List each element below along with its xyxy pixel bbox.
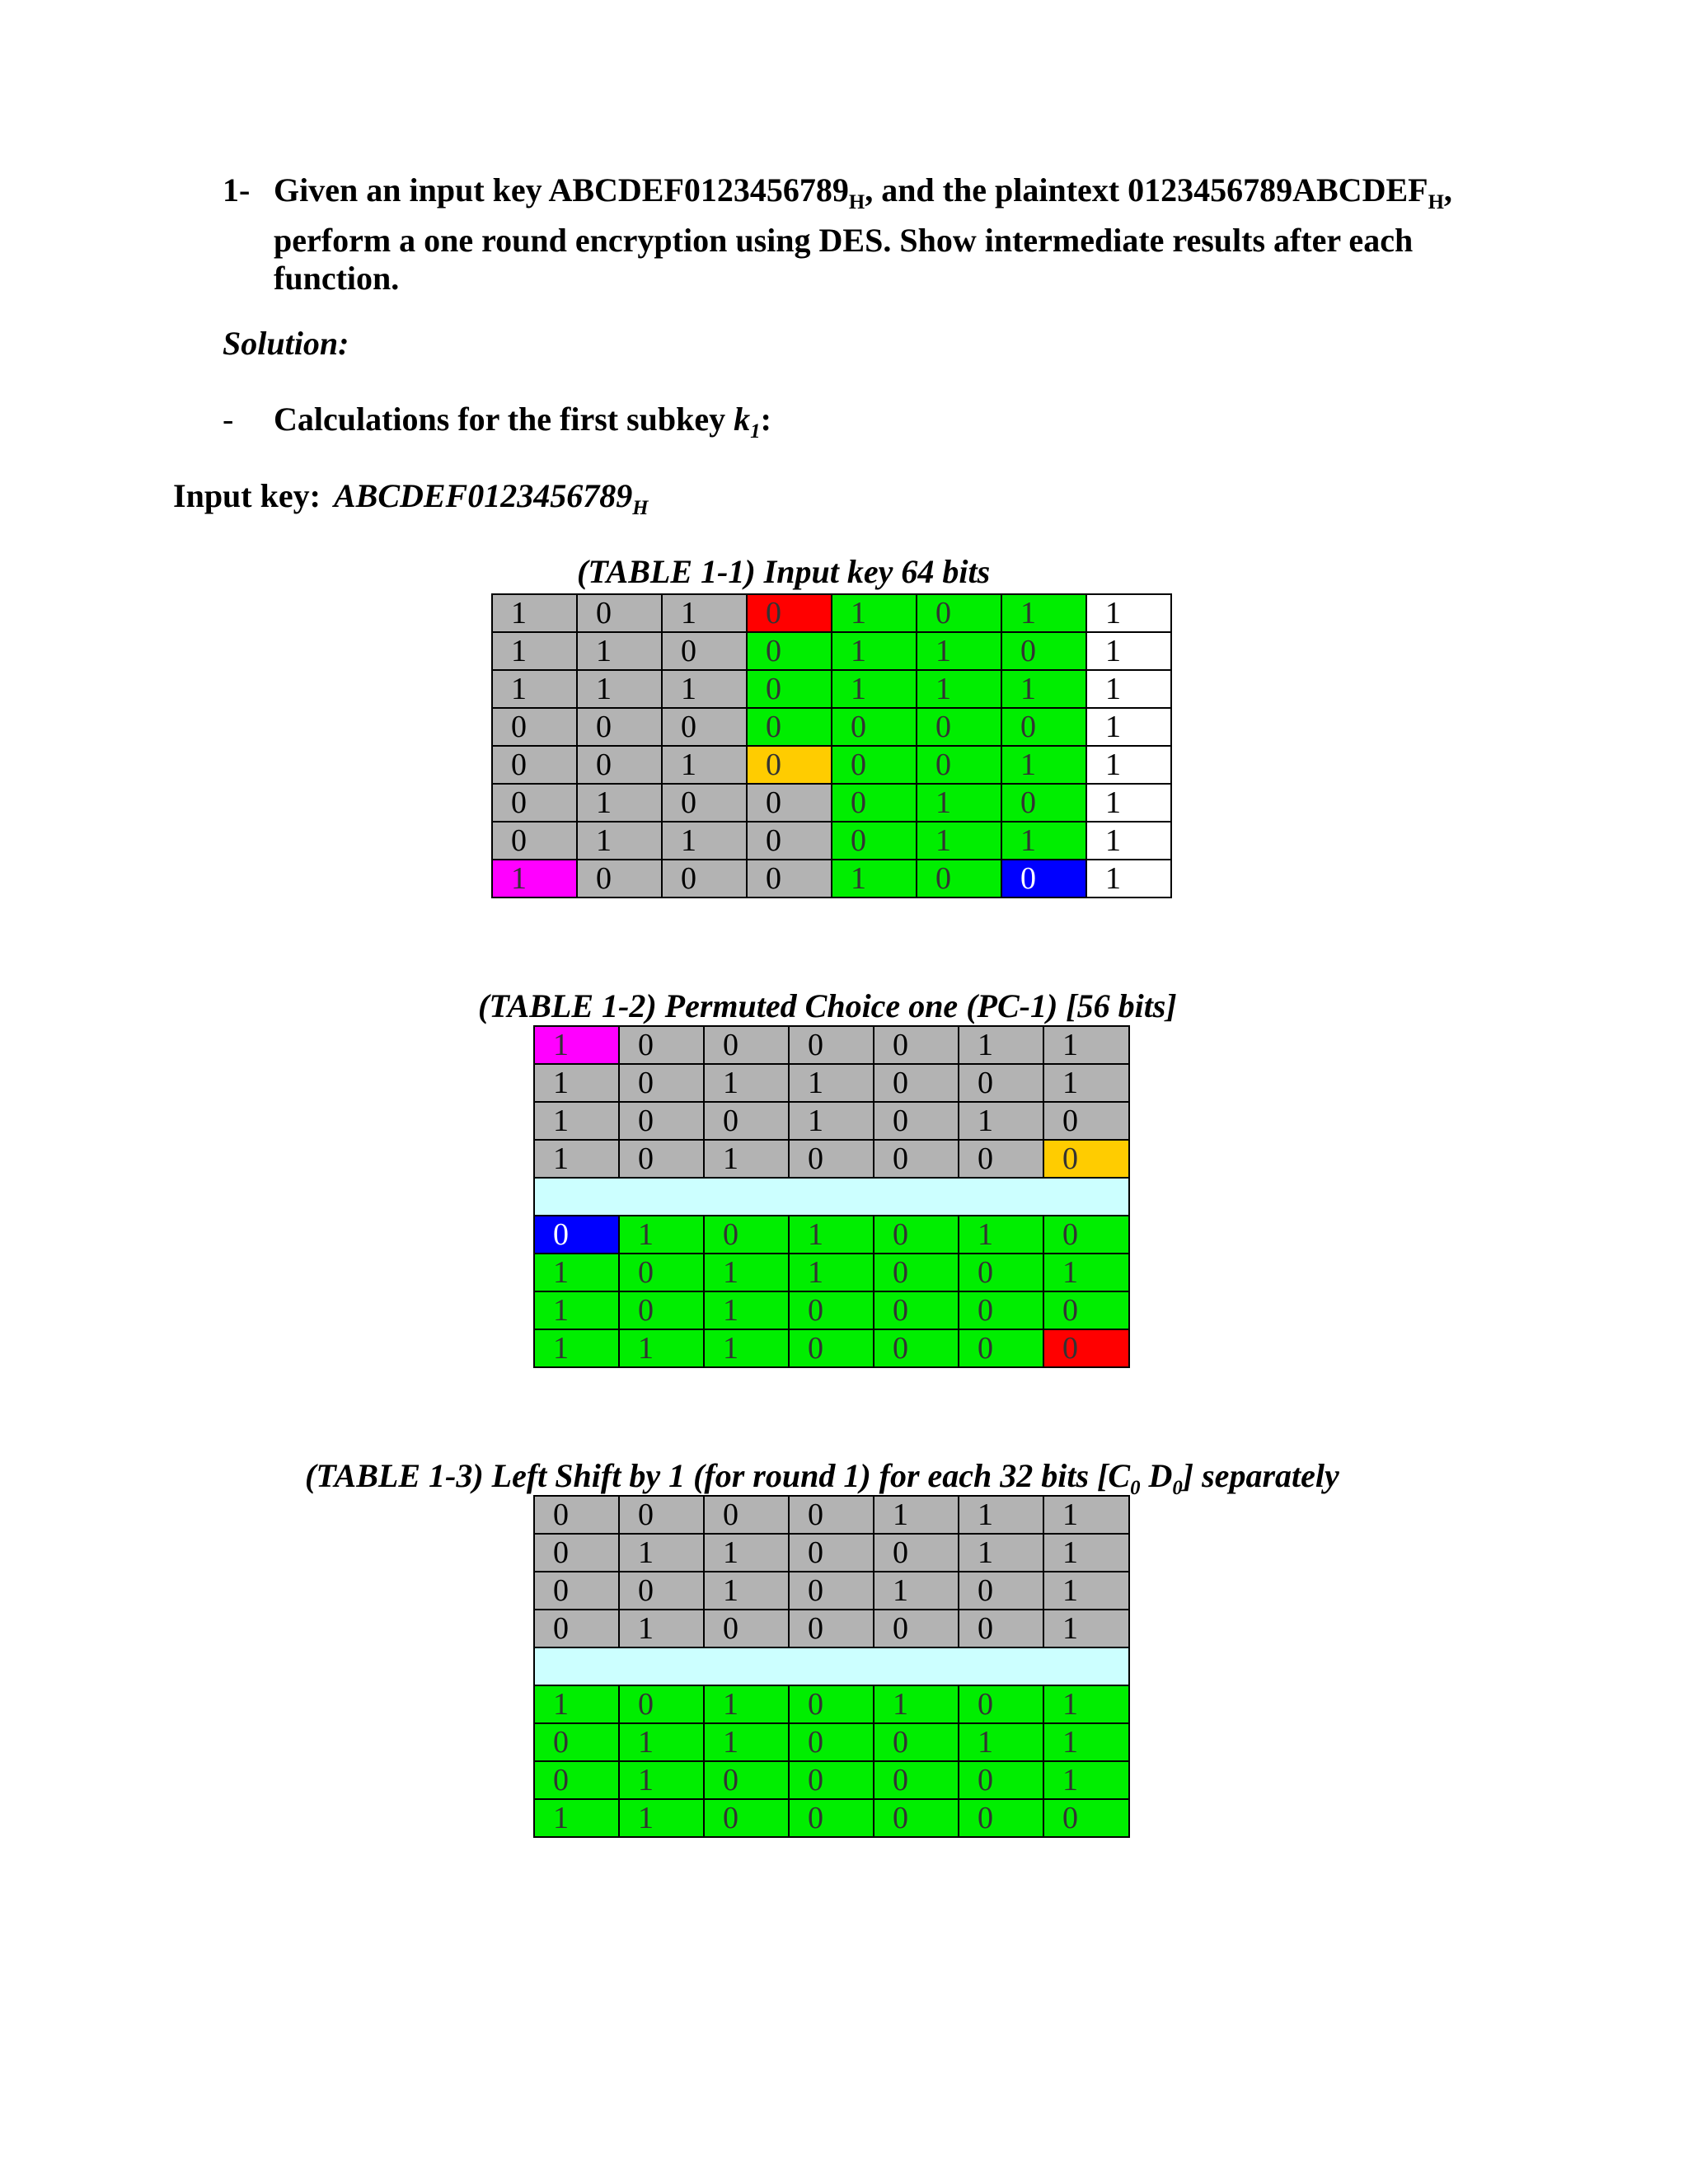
bit-cell: 0 bbox=[1043, 1140, 1129, 1178]
bit-cell: 1 bbox=[789, 1216, 874, 1254]
bit-cell: 1 bbox=[534, 1329, 619, 1367]
bit-cell: 0 bbox=[832, 784, 917, 822]
bit-cell: 0 bbox=[874, 1799, 959, 1837]
bit-row bbox=[492, 860, 1171, 898]
bit-cell: 1 bbox=[1043, 1064, 1129, 1102]
bit-cell: 0 bbox=[662, 632, 747, 670]
bit-cell: 1 bbox=[662, 594, 747, 632]
bit-cell: 0 bbox=[534, 1216, 619, 1254]
input-key-value bbox=[333, 477, 649, 519]
table-1-2 bbox=[533, 1025, 1130, 1368]
bit-cell: 0 bbox=[959, 1799, 1043, 1837]
bit-row bbox=[534, 1799, 1129, 1837]
bit-cell: 0 bbox=[874, 1140, 959, 1178]
question-text bbox=[274, 171, 1508, 298]
bit-cell: 0 bbox=[789, 1799, 874, 1837]
bit-cell: 1 bbox=[1086, 860, 1171, 898]
c-d-separator bbox=[534, 1647, 1129, 1685]
caption-sub: 0 bbox=[1172, 1477, 1183, 1499]
bit-cell: 1 bbox=[959, 1723, 1043, 1761]
bit-cell: 0 bbox=[704, 1761, 789, 1799]
input-key-label: Input key: bbox=[173, 477, 321, 514]
bit-cell: 0 bbox=[577, 746, 662, 784]
bit-cell: 0 bbox=[534, 1761, 619, 1799]
bit-cell: 0 bbox=[619, 1064, 704, 1102]
bit-cell: 1 bbox=[577, 784, 662, 822]
bit-cell: 1 bbox=[917, 670, 1001, 708]
bit-cell: 0 bbox=[747, 632, 832, 670]
bit-cell: 0 bbox=[789, 1291, 874, 1329]
input-key-line bbox=[173, 476, 649, 520]
input-key-hex: ABCDEF0123456789 bbox=[333, 477, 633, 514]
bullet-colon: : bbox=[760, 401, 771, 438]
bit-cell: 1 bbox=[959, 1026, 1043, 1064]
bit-cell: 1 bbox=[917, 632, 1001, 670]
bit-row bbox=[534, 1761, 1129, 1799]
bit-cell: 1 bbox=[1043, 1496, 1129, 1534]
bit-cell: 1 bbox=[534, 1026, 619, 1064]
bit-cell: 0 bbox=[704, 1026, 789, 1064]
bit-cell: 1 bbox=[1086, 632, 1171, 670]
bit-cell: 1 bbox=[917, 822, 1001, 860]
bit-cell: 1 bbox=[534, 1799, 619, 1837]
bit-cell: 0 bbox=[959, 1329, 1043, 1367]
bit-cell: 0 bbox=[874, 1610, 959, 1647]
bit-cell: 0 bbox=[534, 1496, 619, 1534]
bit-cell: 1 bbox=[577, 670, 662, 708]
bit-cell: 0 bbox=[789, 1140, 874, 1178]
subkey-var-sub: 1 bbox=[750, 420, 761, 443]
bit-cell: 0 bbox=[1043, 1799, 1129, 1837]
bit-cell: 0 bbox=[534, 1534, 619, 1572]
question-text-part: , perform a one round encryption using DES. Show intermediate results after each function. bbox=[274, 171, 1452, 297]
bit-cell: 1 bbox=[1086, 784, 1171, 822]
bit-cell: 0 bbox=[747, 594, 832, 632]
bit-cell: 1 bbox=[832, 632, 917, 670]
bit-cell: 1 bbox=[534, 1140, 619, 1178]
table-1-2-caption: (TABLE 1-2) Permuted Choice one (PC-1) [56 bits] bbox=[478, 987, 1177, 1024]
bit-cell: 1 bbox=[619, 1216, 704, 1254]
bit-cell: 0 bbox=[959, 1610, 1043, 1647]
bit-row bbox=[534, 1534, 1129, 1572]
bit-cell: 1 bbox=[1086, 822, 1171, 860]
bit-cell: 1 bbox=[534, 1685, 619, 1723]
bit-cell: 0 bbox=[917, 708, 1001, 746]
bit-cell: 1 bbox=[534, 1102, 619, 1140]
bit-cell: 1 bbox=[1043, 1026, 1129, 1064]
key-subscript: H bbox=[848, 191, 865, 213]
bit-cell: 0 bbox=[917, 860, 1001, 898]
bullet-dash: - bbox=[223, 401, 234, 438]
bit-cell: 0 bbox=[917, 746, 1001, 784]
bit-cell: 0 bbox=[959, 1572, 1043, 1610]
bit-cell: 1 bbox=[1043, 1723, 1129, 1761]
bit-cell: 1 bbox=[619, 1329, 704, 1367]
bit-cell: 0 bbox=[577, 708, 662, 746]
bit-cell: 1 bbox=[704, 1140, 789, 1178]
bit-cell: 0 bbox=[874, 1064, 959, 1102]
caption-part: D bbox=[1140, 1457, 1173, 1494]
bit-cell: 1 bbox=[704, 1534, 789, 1572]
bit-cell: 0 bbox=[959, 1140, 1043, 1178]
bit-row bbox=[534, 1723, 1129, 1761]
bit-cell: 1 bbox=[534, 1254, 619, 1291]
bit-cell: 0 bbox=[789, 1534, 874, 1572]
bit-cell: 0 bbox=[747, 860, 832, 898]
bit-cell: 1 bbox=[492, 670, 577, 708]
bit-cell: 1 bbox=[619, 1610, 704, 1647]
bit-cell: 0 bbox=[662, 784, 747, 822]
bit-cell: 0 bbox=[832, 822, 917, 860]
bit-cell: 1 bbox=[874, 1496, 959, 1534]
bit-cell: 1 bbox=[1001, 594, 1086, 632]
bit-cell: 0 bbox=[959, 1685, 1043, 1723]
bit-row bbox=[534, 1572, 1129, 1610]
bit-cell: 1 bbox=[534, 1291, 619, 1329]
caption-sub: 0 bbox=[1130, 1477, 1141, 1499]
bit-cell: 0 bbox=[1001, 632, 1086, 670]
bit-cell: 0 bbox=[492, 784, 577, 822]
bit-cell: 0 bbox=[832, 746, 917, 784]
bit-row bbox=[534, 1254, 1129, 1291]
table-1-1 bbox=[491, 593, 1172, 898]
bit-cell: 0 bbox=[789, 1026, 874, 1064]
bit-cell: 0 bbox=[874, 1216, 959, 1254]
bit-cell: 1 bbox=[1043, 1610, 1129, 1647]
bit-cell: 1 bbox=[577, 822, 662, 860]
question bbox=[223, 171, 1508, 298]
bit-cell: 0 bbox=[577, 860, 662, 898]
bit-cell: 1 bbox=[534, 1064, 619, 1102]
bit-cell: 1 bbox=[619, 1723, 704, 1761]
bit-cell: 0 bbox=[534, 1723, 619, 1761]
bit-cell: 1 bbox=[1043, 1685, 1129, 1723]
bit-cell: 0 bbox=[959, 1291, 1043, 1329]
bit-cell: 0 bbox=[619, 1572, 704, 1610]
bit-cell: 0 bbox=[1043, 1216, 1129, 1254]
bit-cell: 1 bbox=[704, 1064, 789, 1102]
bit-row bbox=[534, 1216, 1129, 1254]
bit-cell: 0 bbox=[534, 1610, 619, 1647]
bit-row bbox=[534, 1685, 1129, 1723]
bit-cell: 0 bbox=[874, 1723, 959, 1761]
bit-cell: 1 bbox=[1086, 670, 1171, 708]
bit-cell: 0 bbox=[704, 1216, 789, 1254]
bit-row bbox=[534, 1026, 1129, 1064]
bit-cell: 0 bbox=[789, 1329, 874, 1367]
bit-row bbox=[492, 746, 1171, 784]
bit-cell: 0 bbox=[747, 784, 832, 822]
bit-cell: 0 bbox=[619, 1026, 704, 1064]
bit-cell: 1 bbox=[1043, 1254, 1129, 1291]
bit-cell: 0 bbox=[874, 1291, 959, 1329]
question-number: 1- bbox=[223, 171, 251, 209]
bit-cell: 0 bbox=[874, 1329, 959, 1367]
bit-cell: 1 bbox=[662, 822, 747, 860]
bit-cell: 1 bbox=[619, 1799, 704, 1837]
bit-cell: 1 bbox=[874, 1685, 959, 1723]
bit-cell: 1 bbox=[1043, 1534, 1129, 1572]
bit-cell: 1 bbox=[832, 594, 917, 632]
bit-row bbox=[492, 670, 1171, 708]
bit-cell: 1 bbox=[1043, 1572, 1129, 1610]
bit-cell: 0 bbox=[1043, 1329, 1129, 1367]
bit-row bbox=[534, 1329, 1129, 1367]
bit-cell: 1 bbox=[1001, 822, 1086, 860]
bit-cell: 1 bbox=[1001, 670, 1086, 708]
bit-cell: 1 bbox=[704, 1291, 789, 1329]
bit-cell: 1 bbox=[832, 670, 917, 708]
bit-cell: 1 bbox=[662, 670, 747, 708]
c-d-separator bbox=[534, 1178, 1129, 1216]
bit-cell: 0 bbox=[832, 708, 917, 746]
table-1-3 bbox=[533, 1495, 1130, 1838]
bit-cell: 1 bbox=[662, 746, 747, 784]
bit-cell: 0 bbox=[789, 1761, 874, 1799]
bit-cell: 1 bbox=[704, 1254, 789, 1291]
bit-cell: 0 bbox=[619, 1254, 704, 1291]
bit-cell: 1 bbox=[874, 1572, 959, 1610]
bit-cell: 1 bbox=[704, 1329, 789, 1367]
bit-row bbox=[534, 1610, 1129, 1647]
bit-cell: 1 bbox=[619, 1534, 704, 1572]
bit-cell: 1 bbox=[959, 1534, 1043, 1572]
bit-cell: 0 bbox=[704, 1102, 789, 1140]
bit-row bbox=[534, 1102, 1129, 1140]
separator-row bbox=[534, 1647, 1129, 1685]
subkey-bullet bbox=[223, 400, 771, 443]
bit-cell: 1 bbox=[492, 860, 577, 898]
bit-cell: 0 bbox=[1001, 784, 1086, 822]
bit-cell: 0 bbox=[959, 1254, 1043, 1291]
table-1-1-caption: (TABLE 1-1) Input key 64 bits bbox=[577, 553, 991, 590]
bit-row bbox=[492, 632, 1171, 670]
table-1-3-caption bbox=[305, 1456, 1339, 1500]
bit-cell: 0 bbox=[789, 1496, 874, 1534]
bit-row bbox=[492, 822, 1171, 860]
bit-cell: 1 bbox=[959, 1216, 1043, 1254]
caption-part: ] separately bbox=[1182, 1457, 1339, 1494]
bit-row bbox=[534, 1291, 1129, 1329]
bit-cell: 1 bbox=[1086, 708, 1171, 746]
bit-cell: 1 bbox=[704, 1723, 789, 1761]
input-key-sub: H bbox=[632, 497, 649, 519]
bit-cell: 1 bbox=[917, 784, 1001, 822]
bit-cell: 1 bbox=[492, 594, 577, 632]
bit-row bbox=[534, 1064, 1129, 1102]
bit-cell: 0 bbox=[959, 1761, 1043, 1799]
bit-cell: 0 bbox=[492, 746, 577, 784]
bit-cell: 1 bbox=[789, 1064, 874, 1102]
bit-cell: 0 bbox=[747, 746, 832, 784]
bit-cell: 0 bbox=[874, 1026, 959, 1064]
bit-cell: 0 bbox=[747, 822, 832, 860]
bit-cell: 0 bbox=[874, 1254, 959, 1291]
bit-cell: 0 bbox=[492, 708, 577, 746]
bit-cell: 0 bbox=[492, 822, 577, 860]
bit-cell: 0 bbox=[917, 594, 1001, 632]
question-text-part: Given an input key ABCDEF0123456789 bbox=[274, 171, 849, 209]
bit-cell: 0 bbox=[704, 1496, 789, 1534]
bit-cell: 0 bbox=[577, 594, 662, 632]
caption-part: (TABLE 1-3) Left Shift by 1 (for round 1) for each 32 bits [C bbox=[305, 1457, 1131, 1494]
bit-cell: 0 bbox=[789, 1610, 874, 1647]
bit-cell: 1 bbox=[959, 1102, 1043, 1140]
plaintext-subscript: H bbox=[1428, 191, 1444, 213]
bit-row bbox=[492, 594, 1171, 632]
bit-cell: 0 bbox=[619, 1102, 704, 1140]
bit-cell: 1 bbox=[959, 1496, 1043, 1534]
bit-cell: 1 bbox=[789, 1102, 874, 1140]
bit-cell: 1 bbox=[1001, 746, 1086, 784]
bit-cell: 0 bbox=[704, 1610, 789, 1647]
bit-cell: 0 bbox=[874, 1102, 959, 1140]
bit-cell: 1 bbox=[577, 632, 662, 670]
question-text-part: , and the plaintext 0123456789ABCDEF bbox=[865, 171, 1428, 209]
bit-cell: 1 bbox=[1086, 594, 1171, 632]
bit-cell: 1 bbox=[1086, 746, 1171, 784]
bit-cell: 0 bbox=[789, 1723, 874, 1761]
bit-cell: 1 bbox=[704, 1685, 789, 1723]
bit-cell: 0 bbox=[959, 1064, 1043, 1102]
solution-label: Solution: bbox=[223, 325, 349, 362]
bit-cell: 0 bbox=[1043, 1102, 1129, 1140]
bit-cell: 0 bbox=[747, 708, 832, 746]
bit-cell: 0 bbox=[747, 670, 832, 708]
bit-cell: 1 bbox=[1043, 1761, 1129, 1799]
bit-cell: 0 bbox=[1001, 860, 1086, 898]
bit-row bbox=[534, 1496, 1129, 1534]
bit-cell: 1 bbox=[789, 1254, 874, 1291]
bit-cell: 0 bbox=[1043, 1291, 1129, 1329]
bit-cell: 1 bbox=[704, 1572, 789, 1610]
bit-cell: 0 bbox=[789, 1685, 874, 1723]
bit-cell: 0 bbox=[619, 1140, 704, 1178]
separator-row bbox=[534, 1178, 1129, 1216]
bit-cell: 0 bbox=[619, 1291, 704, 1329]
bit-cell: 1 bbox=[492, 632, 577, 670]
bit-cell: 0 bbox=[619, 1685, 704, 1723]
bit-cell: 1 bbox=[619, 1761, 704, 1799]
bit-cell: 0 bbox=[534, 1572, 619, 1610]
bit-cell: 0 bbox=[789, 1572, 874, 1610]
bit-row bbox=[492, 784, 1171, 822]
bit-cell: 0 bbox=[704, 1799, 789, 1837]
bit-row bbox=[534, 1140, 1129, 1178]
bit-cell: 0 bbox=[662, 860, 747, 898]
bit-cell: 0 bbox=[619, 1496, 704, 1534]
bullet-text: Calculations for the first subkey bbox=[274, 401, 734, 438]
bit-cell: 0 bbox=[662, 708, 747, 746]
bit-cell: 1 bbox=[832, 860, 917, 898]
bit-cell: 0 bbox=[874, 1534, 959, 1572]
bit-cell: 0 bbox=[874, 1761, 959, 1799]
bit-row bbox=[492, 708, 1171, 746]
bit-cell: 0 bbox=[1001, 708, 1086, 746]
subkey-var: k bbox=[734, 401, 751, 438]
